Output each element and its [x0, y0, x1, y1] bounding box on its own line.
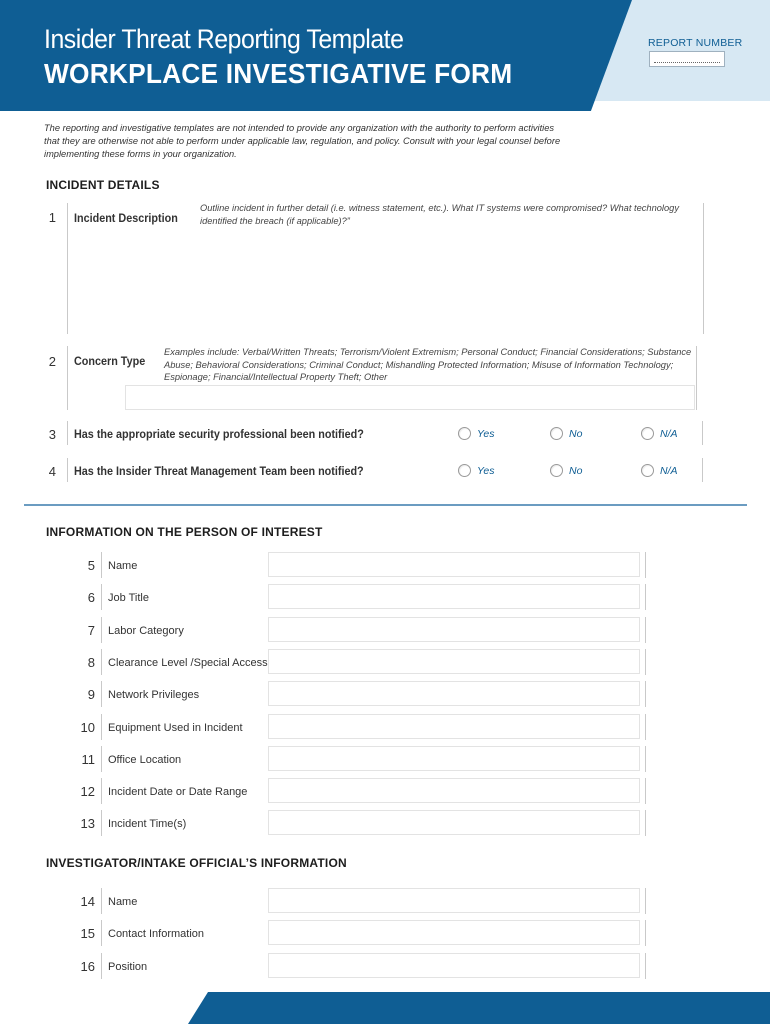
radio-circle[interactable] — [641, 464, 654, 477]
divider-line — [702, 458, 703, 482]
clearance-level-special-access-input[interactable] — [268, 649, 640, 674]
header-banner — [0, 0, 632, 111]
divider-line — [645, 552, 646, 578]
name-label: Name — [108, 560, 138, 572]
radio-label: N/A — [660, 464, 678, 477]
name-label: Name — [108, 896, 138, 908]
section-heading-investigator: INVESTIGATOR/INTAKE OFFICIAL’S INFORMATION — [46, 856, 347, 870]
divider-line — [645, 746, 646, 772]
field-number: 3 — [48, 427, 56, 442]
form-subtitle: Insider Threat Reporting Template — [44, 24, 404, 54]
divider-line — [703, 203, 704, 334]
divider-line — [101, 681, 102, 707]
team-notified-na-radio[interactable] — [641, 464, 678, 477]
field-number: 2 — [48, 354, 56, 369]
labor-category-label: Labor Category — [108, 624, 184, 637]
job-title-label: Job Title — [108, 592, 149, 605]
clearance-level-special-access-label: Clearance Level /Special Access — [108, 656, 268, 669]
disclaimer-text: The reporting and investigative templates are not intended to provide any organization with the authority to perform activities that they are otherwise not able to perform under applicable law, regulation, and policy. Consult with your legal counsel before implementing these forms in your organization. — [44, 123, 561, 160]
position-input[interactable] — [268, 953, 640, 978]
insider-threat-team-notified-label: Has the Insider Threat Management Team been notified? — [74, 464, 364, 478]
footer-banner — [0, 992, 770, 1024]
field-number: 9 — [87, 687, 95, 703]
incident-description-label: Incident Description — [74, 211, 178, 225]
security-notified-label: Has the appropriate security professional been notified? — [74, 427, 364, 441]
radio-label: Yes — [477, 427, 495, 440]
network-privileges-label: Network Privileges — [108, 689, 200, 702]
field-number: 4 — [48, 464, 56, 479]
section-separator — [24, 504, 747, 506]
divider-line — [67, 458, 68, 482]
radio-circle[interactable] — [550, 464, 563, 477]
radio-label: No — [569, 427, 583, 440]
divider-line — [101, 810, 102, 836]
incident-date-or-date-range-label: Incident Date or Date Range — [108, 786, 248, 799]
divider-line — [67, 346, 68, 410]
name-input[interactable] — [268, 888, 640, 913]
divider-line — [645, 778, 646, 804]
radio-circle[interactable] — [458, 464, 471, 477]
divider-line — [101, 649, 102, 675]
job-title-input[interactable] — [268, 584, 640, 609]
team-notified-no-radio[interactable] — [550, 464, 582, 477]
divider-line — [67, 421, 68, 445]
incident-description-hint: Outline incident in further detail (i.e. witness statement, etc.). What IT systems were compromised? What technology identified the breach (if applicable)?” — [200, 203, 679, 226]
divider-line — [101, 920, 102, 946]
equipment-used-in-incident-input[interactable] — [268, 714, 640, 739]
incident-date-or-date-range-input[interactable] — [268, 778, 640, 803]
contact-information-label: Contact Information — [108, 928, 204, 941]
field-number: 6 — [87, 590, 95, 606]
field-number: 13 — [80, 816, 95, 832]
divider-line — [645, 617, 646, 643]
divider-line — [645, 920, 646, 946]
field-number: 16 — [80, 958, 95, 974]
radio-label: No — [569, 464, 583, 477]
field-number: 1 — [48, 210, 56, 225]
section-heading-person-of-interest: INFORMATION ON THE PERSON OF INTEREST — [46, 525, 323, 539]
field-number: 11 — [81, 751, 95, 767]
radio-label: N/A — [660, 427, 678, 440]
divider-line — [101, 778, 102, 804]
radio-circle[interactable] — [641, 427, 654, 440]
divider-line — [645, 584, 646, 610]
team-notified-yes-radio[interactable] — [458, 464, 495, 477]
security-notified-na-radio[interactable] — [641, 427, 678, 440]
network-privileges-input[interactable] — [268, 681, 640, 706]
incident-time-s-input[interactable] — [268, 810, 640, 835]
divider-line — [702, 421, 703, 445]
divider-line — [645, 888, 646, 914]
office-location-label: Office Location — [108, 753, 182, 766]
divider-line — [101, 552, 102, 578]
incident-time-s-label: Incident Time(s) — [108, 818, 187, 831]
report-number-input[interactable] — [649, 51, 725, 67]
concern-type-hint: Examples include: Verbal/Written Threats; Terrorism/Violent Extremism; Personal Conduct; Financial Considerations; Substance Abuse; Behavioral Considerations; Criminal Conduct; Mishandling Protected Information; Misuse of Information Technology; Espionage; Financial/Intellectual Property Theft; Other — [164, 347, 692, 383]
contact-information-input[interactable] — [268, 920, 640, 945]
position-label: Position — [108, 960, 148, 973]
concern-type-label: Concern Type — [74, 354, 146, 368]
name-input[interactable] — [268, 552, 640, 577]
field-number: 10 — [80, 719, 95, 735]
radio-circle[interactable] — [458, 427, 471, 440]
field-number: 7 — [87, 622, 95, 638]
security-notified-no-radio[interactable] — [550, 427, 582, 440]
field-number: 8 — [87, 654, 95, 670]
divider-line — [645, 714, 646, 740]
divider-line — [101, 617, 102, 643]
field-number: 5 — [87, 558, 95, 573]
security-notified-yes-radio[interactable] — [458, 427, 495, 440]
field-number: 15 — [80, 926, 95, 942]
incident-description-textarea[interactable] — [198, 232, 704, 334]
divider-line — [101, 584, 102, 610]
radio-circle[interactable] — [550, 427, 563, 440]
divider-line — [67, 203, 68, 334]
field-number: 12 — [80, 784, 95, 800]
field-number: 14 — [80, 894, 95, 909]
divider-line — [696, 346, 697, 410]
equipment-used-in-incident-label: Equipment Used in Incident — [108, 721, 243, 734]
report-number-label: REPORT NUMBER — [648, 37, 743, 49]
radio-label: Yes — [477, 464, 495, 477]
divider-line — [101, 714, 102, 740]
divider-line — [101, 953, 102, 979]
divider-line — [101, 888, 102, 914]
divider-line — [645, 810, 646, 836]
divider-line — [645, 681, 646, 707]
labor-category-input[interactable] — [268, 617, 640, 642]
section-heading-incident: INCIDENT DETAILS — [46, 178, 160, 192]
divider-line — [101, 746, 102, 772]
office-location-input[interactable] — [268, 746, 640, 771]
divider-line — [645, 649, 646, 675]
divider-line — [645, 953, 646, 979]
form-title: WORKPLACE INVESTIGATIVE FORM — [44, 58, 513, 89]
concern-type-input[interactable] — [125, 385, 695, 410]
